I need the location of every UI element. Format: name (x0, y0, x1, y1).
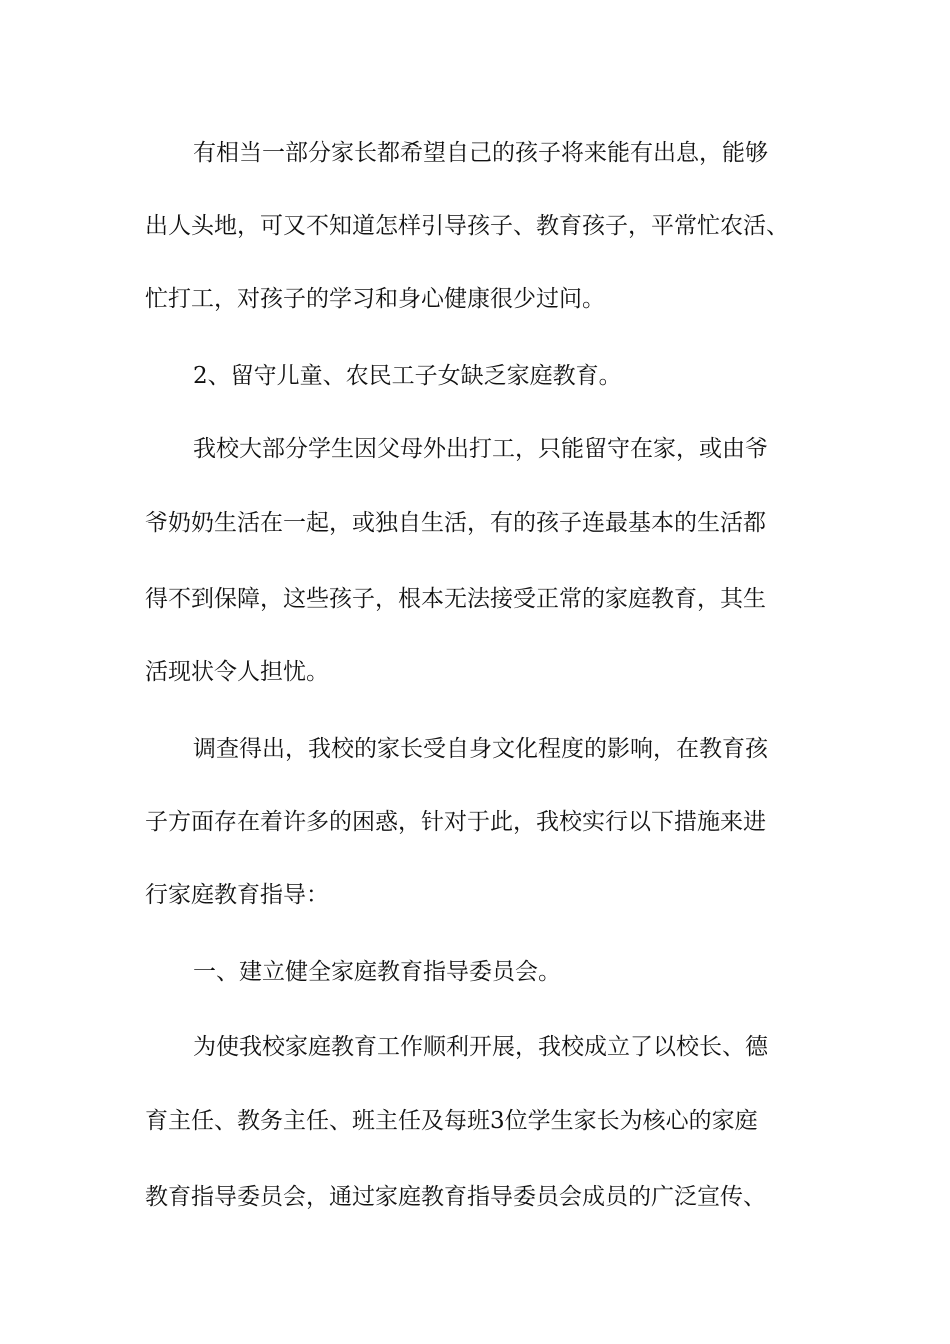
text-line: 行家庭教育指导： (145, 882, 329, 908)
text-line: 2、留守儿童、农民工子女缺乏家庭教育。 (193, 363, 622, 389)
text-line: 活现状令人担忧。 (145, 659, 329, 685)
text-line: 子方面存在着许多的困惑，针对于此，我校实行以下措施来进 (145, 809, 766, 835)
text-line: 爷奶奶生活在一起，或独自生活，有的孩子连最基本的生活都 (145, 510, 766, 536)
text-line: 忙打工，对孩子的学习和身心健康很少过问。 (145, 286, 605, 312)
text-line: 调查得出，我校的家长受自身文化程度的影响，在教育孩 (193, 736, 768, 762)
text-line: 育主任、教务主任、班主任及每班3位学生家长为核心的家庭 (145, 1108, 758, 1134)
text-line: 为使我校家庭教育工作顺利开展，我校成立了以校长、德 (193, 1034, 768, 1060)
text-line: 我校大部分学生因父母外出打工，只能留守在家，或由爷 (193, 436, 768, 462)
text-line: 出人头地，可又不知道怎样引导孩子、教育孩子，平常忙农活、 (145, 213, 789, 239)
text-line: 一、建立健全家庭教育指导委员会。 (193, 959, 561, 985)
text-line: 得不到保障，这些孩子，根本无法接受正常的家庭教育，其生 (145, 586, 766, 612)
text-line: 教育指导委员会，通过家庭教育指导委员会成员的广泛宣传、 (145, 1184, 766, 1210)
text-line: 有相当一部分家长都希望自己的孩子将来能有出息，能够 (193, 140, 768, 166)
